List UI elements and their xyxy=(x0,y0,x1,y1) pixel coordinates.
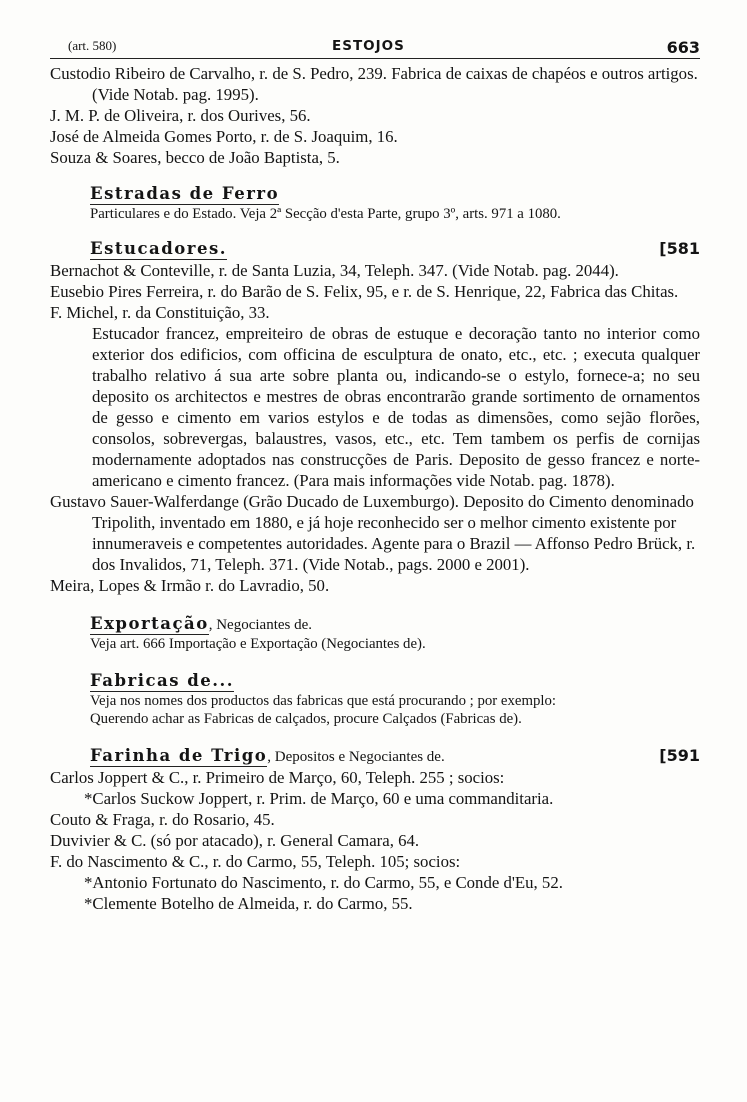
list-item: Bernachot & Conteville, r. de Santa Luzia, 34, Teleph. 347. (Vide Notab. pag. 2044). xyxy=(50,261,619,280)
partner-item: *Clemente Botelho de Almeida, r. do Carmo, 55. xyxy=(84,894,413,913)
section-heading: Fabricas de... xyxy=(90,671,235,690)
section-note: Veja art. 666 Importação e Exportação (Negociantes de). xyxy=(90,636,426,652)
list-item: F. do Nascimento & C., r. do Carmo, 55, Teleph. 105; socios: xyxy=(50,852,461,871)
list-item: José de Almeida Gomes Porto, r. de S. Joaquim, 16. xyxy=(50,127,398,146)
list-item: Gustavo Sauer-Walferdange (Grão Ducado de Luxemburgo). Deposito do Cimento denominado Tripolith, inventado em 1880, e já hoje reconhecido ser o melhor cimento existente por innumeraveis e competentes autoridades. Agente para o Brazil — Affonso Pedro Brück, r. dos Invalidos, 71, Teleph. 371. (Vide Notab., pags. 2000 e 2001). xyxy=(50,492,696,574)
page-header xyxy=(50,36,700,59)
section-heading: Estucadores. xyxy=(90,239,227,258)
section-estradas-de-ferro xyxy=(50,184,700,205)
estojos-listing xyxy=(50,63,700,168)
section-estucadores xyxy=(50,239,700,260)
section-farinha-de-trigo xyxy=(50,746,700,767)
section-heading: Estradas de Ferro xyxy=(90,184,280,203)
running-title: ESTOJOS xyxy=(332,38,405,54)
section-note: Veja nos nomes dos productos das fabricas que está procurando ; por exemplo: xyxy=(90,693,556,709)
section-subtitle: , Depositos e Negociantes de. xyxy=(267,749,445,765)
list-item: Couto & Fraga, r. do Rosario, 45. xyxy=(50,810,275,829)
partner-item: *Carlos Suckow Joppert, r. Prim. de Março, 60 e uma commanditaria. xyxy=(84,789,554,808)
section-fabricas xyxy=(50,671,700,692)
list-item: F. Michel, r. da Constituição, 33. xyxy=(50,303,270,322)
section-exportacao xyxy=(50,614,700,635)
section-heading: Farinha de Trigo xyxy=(90,746,268,765)
list-item: Souza & Soares, becco de João Baptista, 5. xyxy=(50,148,340,167)
list-item: J. M. P. de Oliveira, r. dos Ourives, 56. xyxy=(50,106,311,125)
list-item: Custodio Ribeiro de Carvalho, r. de S. Pedro, 239. Fabrica de caixas de chapéos e outros artigos. (Vide Notab. pag. 1995). xyxy=(50,64,698,104)
section-note: Querendo achar as Fabricas de calçados, procure Calçados (Fabricas de). xyxy=(90,711,522,727)
list-item: Duvivier & C. (só por atacado), r. General Camara, 64. xyxy=(50,831,420,850)
section-heading: Exportação xyxy=(90,614,209,633)
article-number: [581 xyxy=(659,239,700,258)
list-item: Carlos Joppert & C., r. Primeiro de Março, 60, Teleph. 255 ; socios: xyxy=(50,768,505,787)
article-number: [591 xyxy=(659,746,700,765)
list-item: Meira, Lopes & Irmão r. do Lavradio, 50. xyxy=(50,576,330,595)
directory-page xyxy=(50,36,700,914)
page-number: 663 xyxy=(666,38,700,57)
list-item-description: Estucador francez, empreiteiro de obras de estuque e decoração tanto no interior como exterior dos edificios, com officina de esculptura de onato, etc., etc. ; executa qualquer trabalho relativo á sua arte sobre planta ou, indicando-se o estylo, fornece-a; no seu deposito os architectos e mestres de obras encontrarão grande sortimento de ornamentos de gesso e cimento em varios estylos e de todas as dimensões, como sejão florões, consolos, sobrevergas, balaustres, vasos, etc., etc. Tem tambem os perfis de cornijas modernamente adoptados nas construcções de Paris. Deposito de gesso francez e norte-americano e cimento francez. (Para mais informações vide Notab. pag. 1878). xyxy=(92,324,700,490)
partner-item: *Antonio Fortunato do Nascimento, r. do Carmo, 55, e Conde d'Eu, 52. xyxy=(84,873,563,892)
article-range: (art. 580) xyxy=(68,38,117,53)
section-subtitle: , Negociantes de. xyxy=(208,617,313,633)
list-item: Eusebio Pires Ferreira, r. do Barão de S. Felix, 95, e r. de S. Henrique, 22, Fabrica das Chitas. xyxy=(50,282,679,301)
section-note: Particulares e do Estado. Veja 2ª Secção d'esta Parte, grupo 3º, arts. 971 a 1080. xyxy=(90,206,561,222)
